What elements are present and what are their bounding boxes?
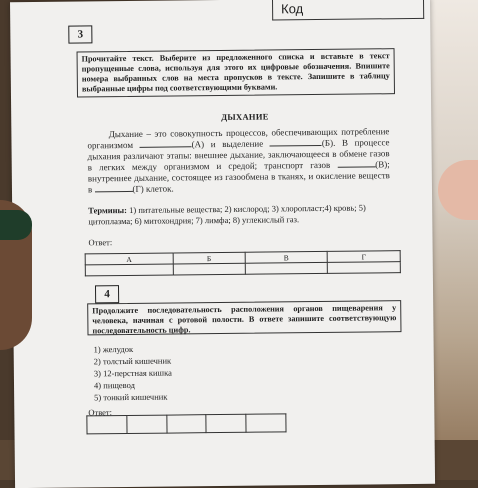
task3-number: 3 [68,25,92,43]
terms-list: 1) питательные вещества; 2) кислород; 3) хлоропласт;4) кровь; 5) цитоплазма; 6) митохондрия; 7) лимфа; 8) углекислый газ. [88,202,366,227]
answer-header-a: А [85,253,173,265]
task4-answer-label: Ответ: [88,407,113,418]
list-item: 5) тонкий кишечник [94,391,168,403]
task3-instruction: Прочитайте текст. Выберите из предложенного списка и вставьте в текст пропущенные слова, используя для этого их цифровые обозначения. Впишите номера выбранных слов на места пропусков в тексте. Запишите в таблицу выбранные цифры под соответствующими буквами. [77,48,395,97]
answer-cell-4[interactable] [206,414,246,432]
text-part-5: (Г) клеток. [132,183,174,194]
terms [88,202,390,227]
answer-cell-a[interactable] [85,264,173,276]
code-box[interactable] [272,0,424,20]
blank-b[interactable] [270,138,322,147]
list-item: 2) толстый кишечник [93,355,172,367]
task3-answer-table [85,250,401,276]
task3-answer-label: Ответ: [88,237,113,248]
blank-v[interactable] [337,159,375,167]
text-part-1: Дыхание – это совокупность процессов, обеспечивающих потребление организмом [87,126,390,151]
terms-label: Термины: [88,204,128,216]
list-item: 3) 12-перстная кишка [93,367,172,379]
answer-header-b: Б [173,252,246,264]
answer-cell-v[interactable] [245,262,327,274]
text-part-4: (В); внутреннее дыхание, состоящее из газообмена в тканях, и окисление веществ в [87,159,390,195]
task3-text [87,126,390,195]
answer-cell-g[interactable] [327,262,400,274]
answer-cell-2[interactable] [127,415,167,433]
task4-instruction: Продолжите последовательность расположения органов пищеварения у человека, начиная с ротовой полости. В ответе запишите соответствующую последовательность цифр. [87,300,401,335]
text-part-2: (А) и выделение [191,138,264,150]
blank-g[interactable] [94,184,132,192]
answer-cell-3[interactable] [166,415,206,433]
answer-cell-b[interactable] [173,263,246,275]
answer-cell-1[interactable] [87,416,127,434]
exam-sheet [10,0,435,488]
text-title: ДЫХАНИЕ [221,111,269,122]
list-item: 1) желудок [93,343,134,355]
text-part-3: (Б). В процессе дыхания различают этапы: внешнее дыхание, заключающееся в обмене газов в легких между организмом и средой; транспорт газов [87,137,390,173]
answer-cell-5[interactable] [246,414,286,432]
task4-answer-table [86,413,286,434]
sleeve [0,210,32,240]
list-item: 4) пищевод [93,379,135,391]
organ-list [94,343,173,404]
answer-header-g: Г [327,251,400,263]
answer-header-v: В [245,251,327,263]
code-label: Код [281,1,304,17]
blank-a[interactable] [140,139,192,148]
task4-number: 4 [95,285,119,303]
